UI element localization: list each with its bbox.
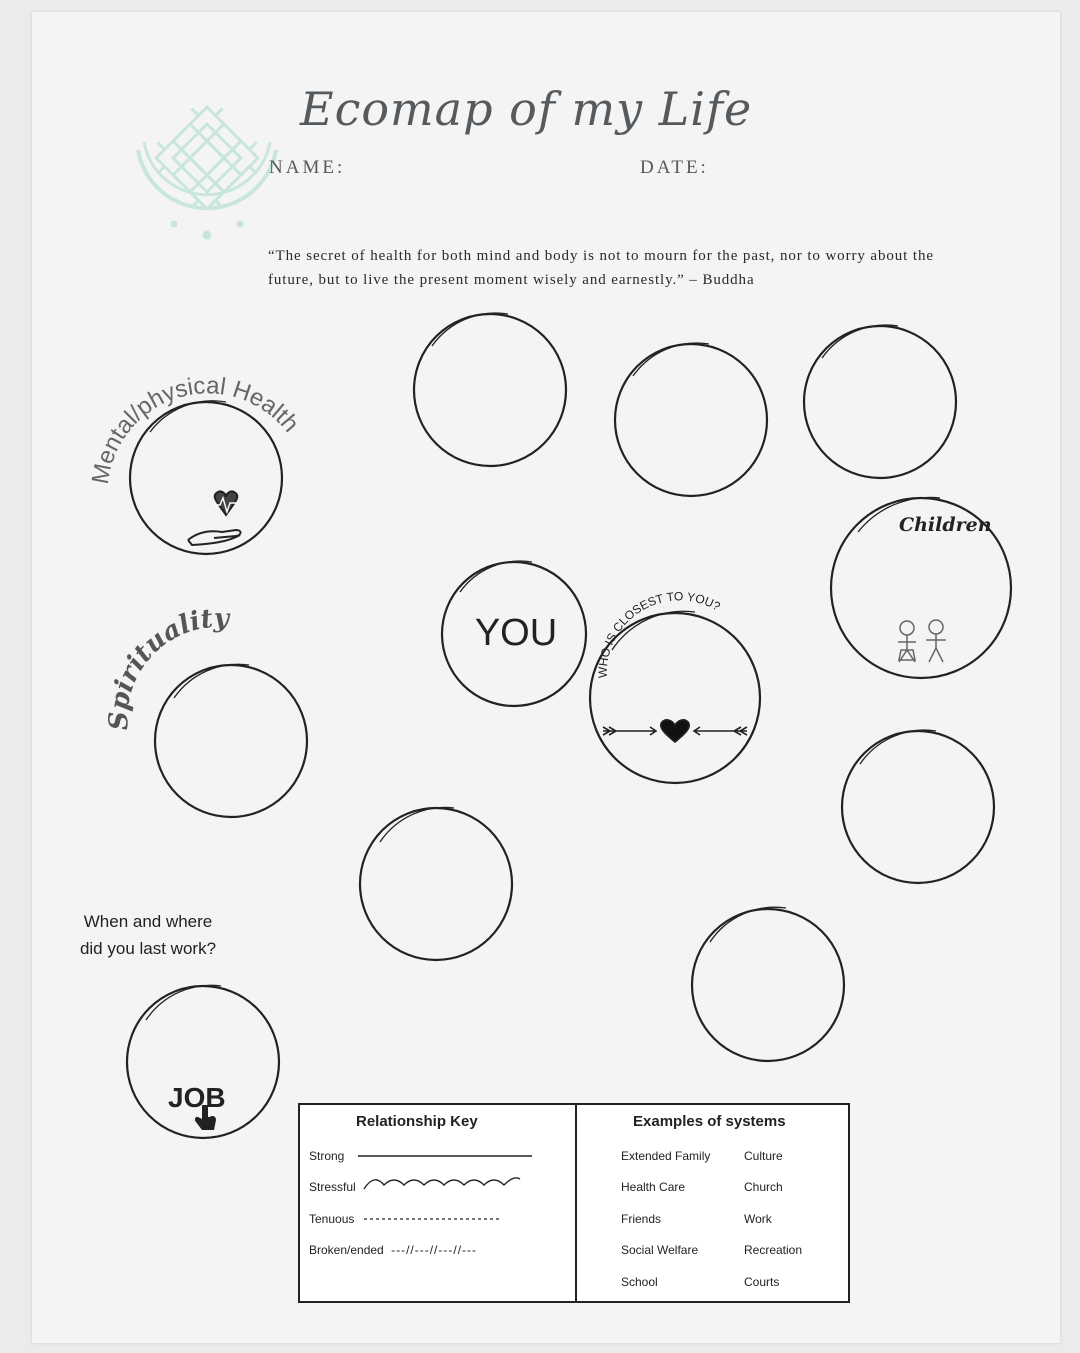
- job-label: JOB: [168, 1082, 226, 1113]
- children-drawing-icon: [898, 620, 946, 662]
- date-field-label: DATE:: [640, 157, 709, 178]
- key-label-tenuous: Tenuous: [309, 1212, 355, 1226]
- closest-circle-label: WHO IS CLOSEST TO YOU?: [595, 589, 723, 679]
- system-item: Extended Family: [621, 1149, 711, 1163]
- buddha-quote: “The secret of health for both mind and body is not to mourn for the past, nor to worry about the future, but to live the present moment wisely and earnestly.” – Buddha: [268, 248, 934, 288]
- tenuous-line-sample: [362, 1213, 506, 1225]
- health-circle-label: Mental/physical Health: [86, 372, 305, 487]
- systems-heading: Examples of systems: [633, 1113, 786, 1130]
- system-item: Recreation: [744, 1243, 803, 1257]
- system-item: School: [621, 1275, 658, 1289]
- job-question: When and where did you last work?: [79, 912, 217, 958]
- system-item: Courts: [744, 1275, 780, 1289]
- system-item: Health Care: [621, 1180, 686, 1194]
- key-label-broken: Broken/ended ---//---//---//---: [309, 1243, 478, 1257]
- table-divider: [575, 1105, 577, 1301]
- page-title: Ecomap of my Life: [300, 82, 753, 136]
- circle-center-lower[interactable]: [360, 807, 512, 960]
- key-label-strong: Strong: [309, 1149, 345, 1163]
- system-item: Church: [744, 1180, 783, 1194]
- stressful-line-sample: [362, 1173, 524, 1195]
- system-item: Work: [744, 1212, 772, 1226]
- strong-line-sample: [356, 1149, 536, 1163]
- relationship-key-table: [298, 1103, 850, 1303]
- broken-line-sample: ---//---//---//---: [391, 1243, 478, 1257]
- heart-in-hand-icon: [188, 491, 241, 545]
- name-field-label: NAME:: [269, 157, 346, 178]
- children-label: Children: [899, 514, 992, 536]
- circle-top-3[interactable]: [804, 325, 956, 478]
- you-label: YOU: [474, 612, 558, 654]
- circle-bottom-right[interactable]: [692, 907, 844, 1061]
- system-item: Friends: [621, 1212, 662, 1226]
- system-item: Culture: [744, 1149, 783, 1163]
- circle-right-middle[interactable]: [842, 730, 994, 883]
- arrows-heart-icon: [603, 720, 747, 742]
- circle-top-1[interactable]: [414, 313, 566, 466]
- spirituality-circle-label: Spirituality: [104, 603, 230, 731]
- relationship-key-heading: Relationship Key: [356, 1113, 478, 1130]
- system-item: Social Welfare: [621, 1243, 699, 1257]
- circle-spirituality[interactable]: [155, 664, 307, 817]
- circle-top-2[interactable]: [615, 343, 767, 496]
- key-label-stressful: Stressful: [309, 1180, 356, 1194]
